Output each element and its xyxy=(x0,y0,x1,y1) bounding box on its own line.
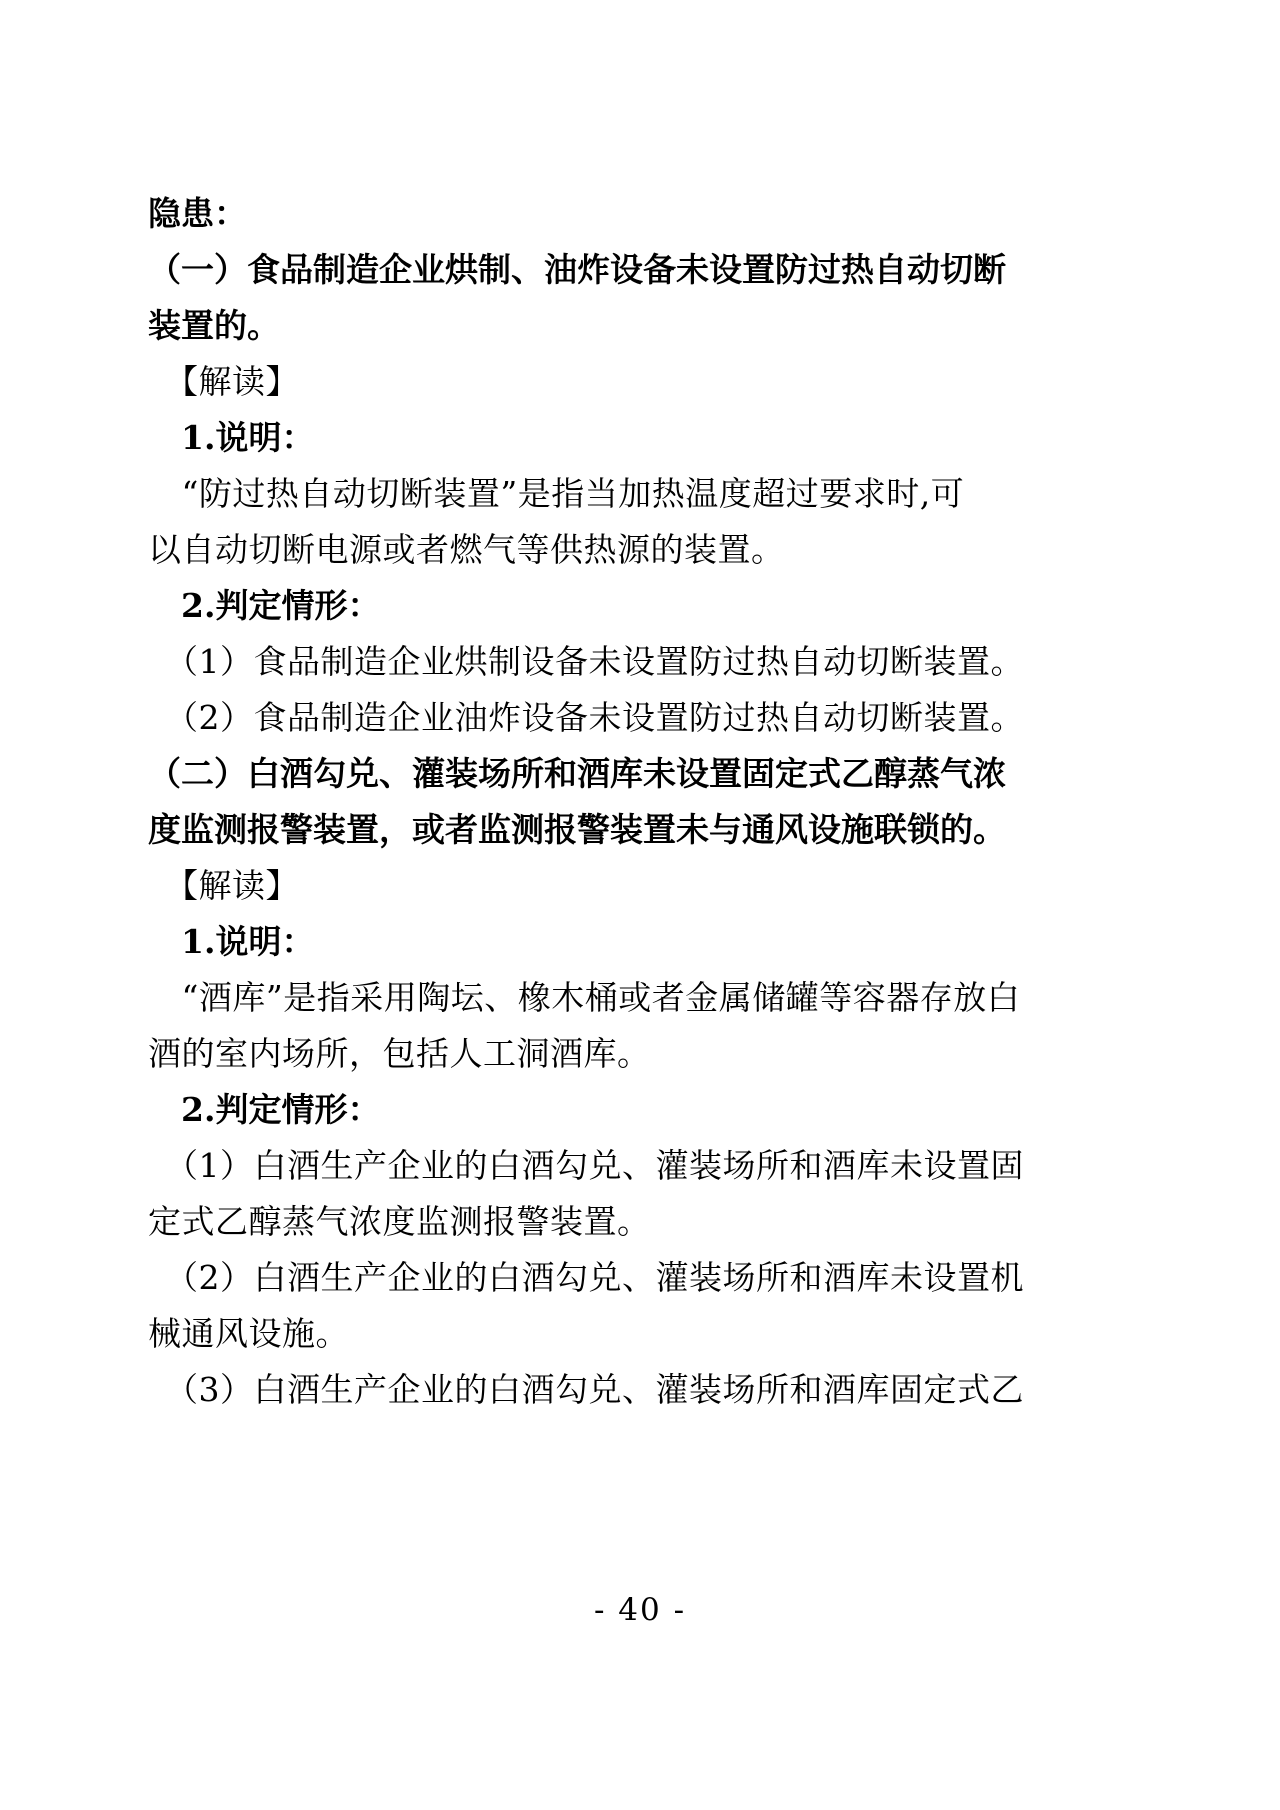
paragraph-line: 2.判定情形： xyxy=(148,1090,381,1129)
paragraph-line: （3）白酒生产企业的白酒勾兑、灌装场所和酒库固定式乙 xyxy=(148,1370,1024,1409)
document-body xyxy=(148,186,1134,1418)
paragraph-line: （2）食品制造企业油炸设备未设置防过热自动切断装置。 xyxy=(148,698,1024,737)
paragraph-line: 【解读】 xyxy=(148,866,299,905)
paragraph-line: （1）食品制造企业烘制设备未设置防过热自动切断装置。 xyxy=(148,642,1024,681)
paragraph-line: 械通风设施。 xyxy=(148,1314,349,1353)
paragraph-line: 隐患： xyxy=(148,194,247,233)
paragraph-line: 酒的室内场所，包括人工洞酒库。 xyxy=(148,1034,651,1073)
paragraph-line: 【解读】 xyxy=(148,362,299,401)
paragraph-line: “防过热自动切断装置”是指当加热温度超过要求时,可 xyxy=(148,474,965,513)
paragraph-line: 装置的。 xyxy=(148,306,280,345)
page-number: - 40 - xyxy=(593,1592,687,1628)
paragraph-line: 定式乙醇蒸气浓度监测报警装置。 xyxy=(148,1202,651,1241)
paragraph-line: 1.说明： xyxy=(148,418,315,457)
paragraph-line: 2.判定情形： xyxy=(148,586,381,625)
paragraph-line: 1.说明： xyxy=(148,922,315,961)
paragraph-line: 度监测报警装置，或者监测报警装置未与通风设施联锁的。 xyxy=(148,810,1006,849)
paragraph-line: “酒库”是指采用陶坛、橡木桶或者金属储罐等容器存放白 xyxy=(148,978,1021,1017)
paragraph-line: （2）白酒生产企业的白酒勾兑、灌装场所和酒库未设置机 xyxy=(148,1258,1024,1297)
paragraph-line: （1）白酒生产企业的白酒勾兑、灌装场所和酒库未设置固 xyxy=(148,1146,1024,1185)
paragraph-line: （二）白酒勾兑、灌装场所和酒库未设置固定式乙醇蒸气浓 xyxy=(148,754,1006,793)
paragraph-line: 以自动切断电源或者燃气等供热源的装置。 xyxy=(148,530,785,569)
paragraph-line: （一）食品制造企业烘制、油炸设备未设置防过热自动切断 xyxy=(148,250,1006,289)
